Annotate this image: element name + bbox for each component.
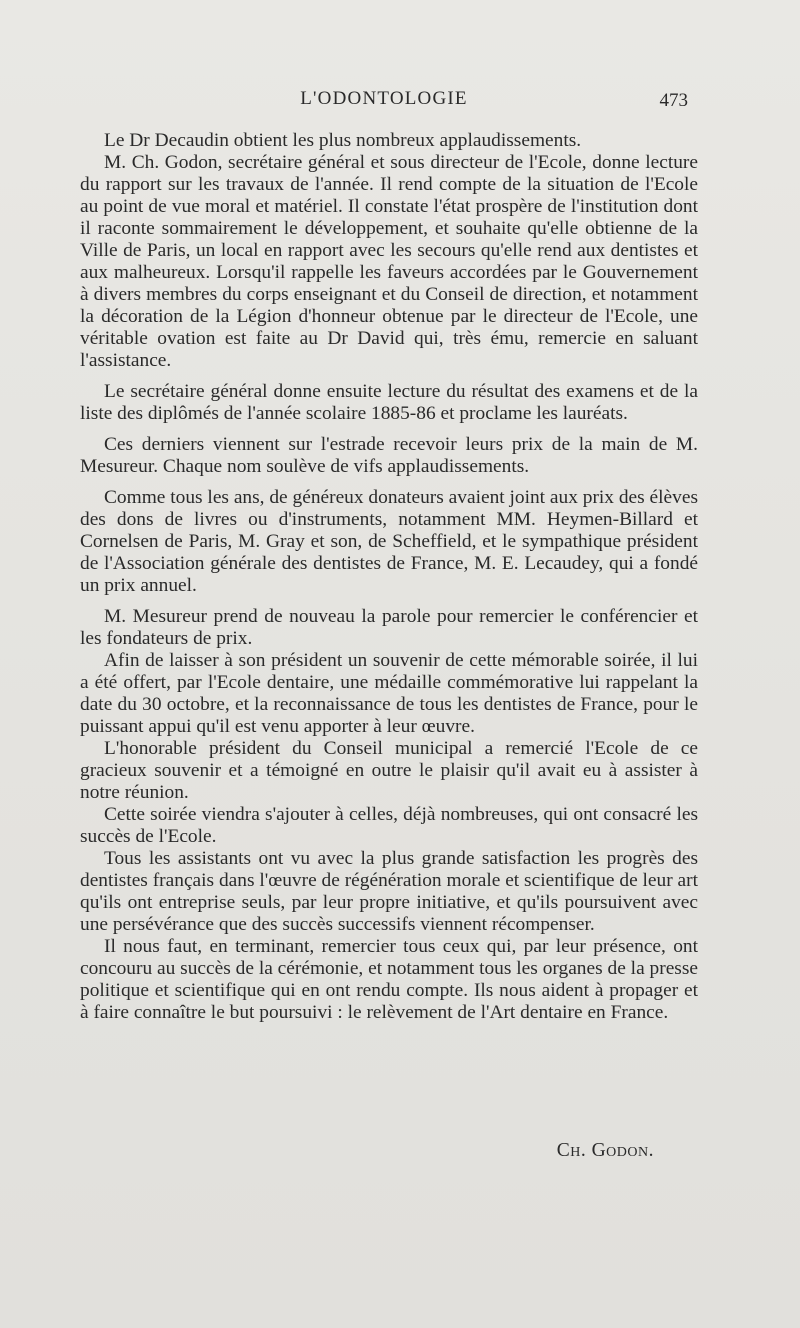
article-body <box>80 130 698 1024</box>
paragraph-report: M. Ch. Godon, secrétaire général et sous directeur de l'Ecole, donne lecture du rapport sur les travaux de l'année. Il rend compte de la situation de l'Ecole au point de vue moral et matériel. Il constate l'état prospère de l'institution dont il raconte sommairement le développement, et souhaite qu'elle obtienne de la Ville de Paris, un local en rapport avec les secours qu'elle rend aux dentistes et aux malheureux. Lorsqu'il rappelle les faveurs accordées par le Gouvernement à divers membres du corps enseignant et du Conseil de direction, et notamment la décoration de la Légion d'honneur obtenue par le directeur de l'Ecole, une véritable ovation est faite au Dr David qui, très ému, remercie en saluant l'assistance. <box>80 152 698 371</box>
paragraph-thanks-president: L'honorable président du Conseil municipal a remercié l'Ecole de ce gracieux souvenir et a témoigné en outre le plaisir qu'il avait eu à assister à notre réunion. <box>80 738 698 803</box>
paragraph-donors: Comme tous les ans, de généreux donateurs avaient joint aux prix des élèves des dons de livres ou d'instruments, notamment MM. Heymen-Billard et Cornelsen de Paris, M. Gray et son, de Scheffield, et le sympathique président de l'Association générale des dentistes de France, M. E. Lecaudey, qui a fondé un prix annuel. <box>80 487 698 596</box>
paragraph-soiree: Cette soirée viendra s'ajouter à celles, déjà nombreuses, qui ont consacré les succès de l'Ecole. <box>80 804 698 847</box>
running-title: L'ODONTOLOGIE <box>300 88 468 109</box>
author-signature <box>557 1140 654 1162</box>
paragraph-exams: Le secrétaire général donne ensuite lecture du résultat des examens et de la liste des diplômés de l'année scolaire 1885-86 et proclame les lauréats. <box>80 381 698 424</box>
paragraph-prizes: Ces derniers viennent sur l'estrade recevoir leurs prix de la main de M. Mesureur. Chaque nom soulève de vifs applaudissements. <box>80 434 698 477</box>
paragraph-progress: Tous les assistants ont vu avec la plus grande satisfaction les progrès des dentistes français dans l'œuvre de régénération morale et scientifique de leur art qu'ils ont entreprise seuls, par leur propre initiative, et qu'ils poursuivent avec une persévérance que des succès successifs viennent récompenser. <box>80 848 698 935</box>
signature-text: Ch. Godon. <box>556 1140 654 1161</box>
paragraph-closing: Il nous faut, en terminant, remercier tous ceux qui, par leur présence, ont concouru au succès de la cérémonie, et notamment tous les organes de la presse politique et scientifique qui en ont rendu compte. Ils nous aident à propager et à faire connaître le but poursuivi : le relèvement de l'Art dentaire en France. <box>80 936 698 1023</box>
page-header <box>80 88 688 116</box>
paragraph-mesureur: M. Mesureur prend de nouveau la parole pour remercier le conférencier et les fondateurs de prix. <box>80 606 698 649</box>
paragraph-medal: Afin de laisser à son président un souvenir de cette mémorable soirée, il lui a été offert, par l'Ecole dentaire, une médaille commémorative lui rappelant la date du 30 octobre, et la reconnaissance de tous les dentistes de France, pour le puissant appui qu'il est venu apporter à leur œuvre. <box>80 650 698 737</box>
paragraph-applause: Le Dr Decaudin obtient les plus nombreux applaudissements. <box>104 130 582 151</box>
page-number: 473 <box>659 90 688 111</box>
